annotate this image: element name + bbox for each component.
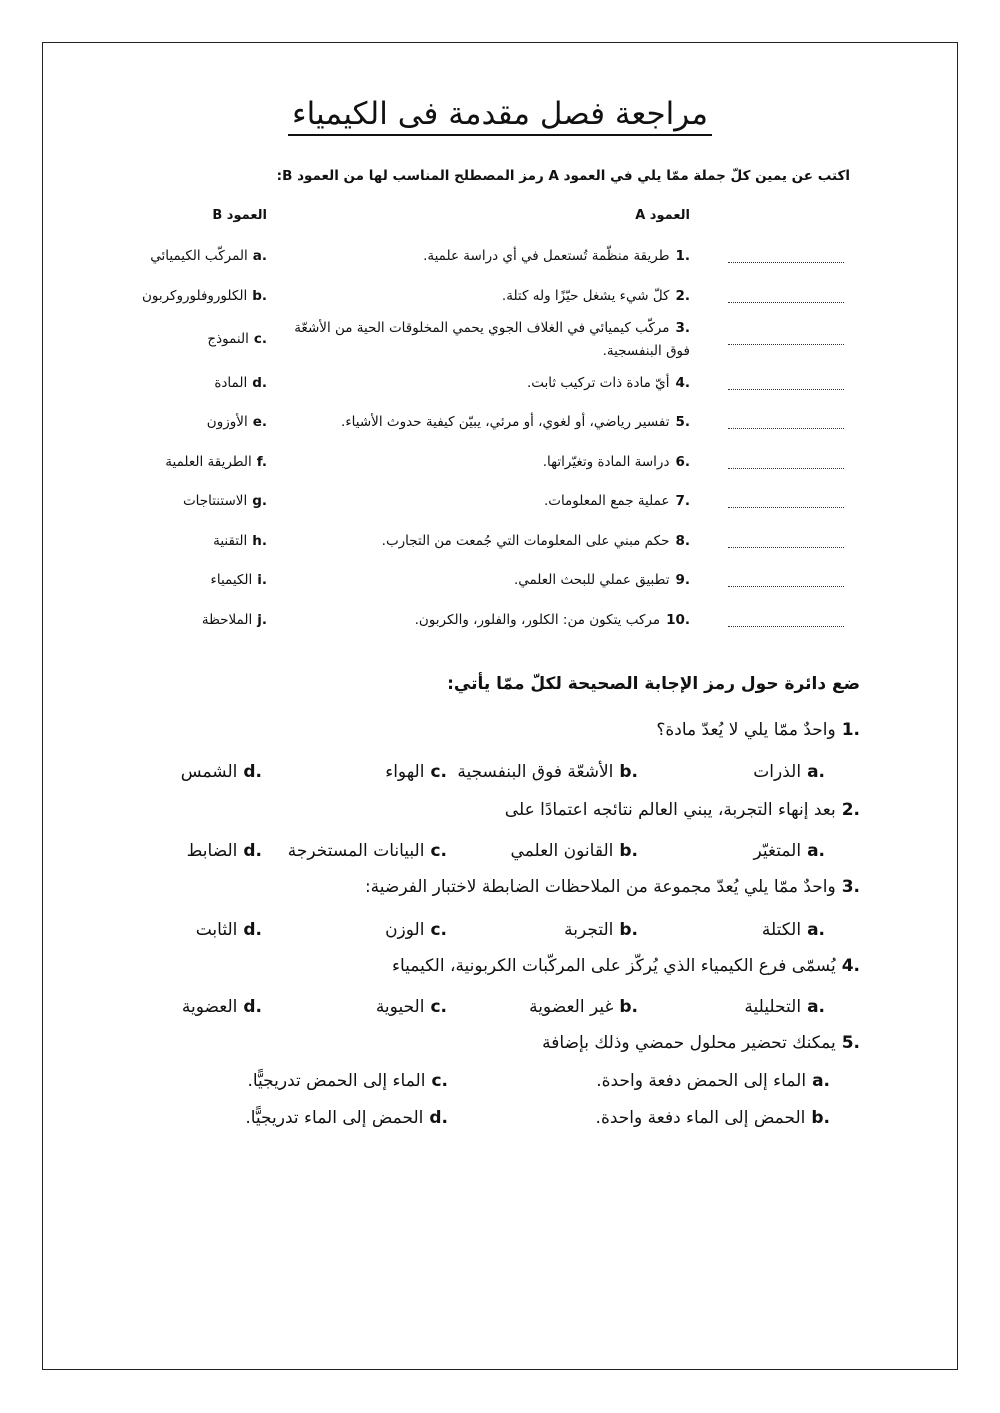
column-a-header: العمود A xyxy=(635,208,690,223)
answer-blank-4[interactable] xyxy=(728,389,844,390)
option-5d[interactable]: d.الحمض إلى الماء تدريجيًّا. xyxy=(245,1108,448,1128)
column-a-item: 3.مركّب كيميائي في الغلاف الجوي يحمي المخلوقات الحية من الأشعّة xyxy=(294,320,690,336)
option-2c[interactable]: c.البيانات المستخرجة xyxy=(287,841,447,861)
column-a-item: 6.دراسة المادة وتغيّراتها. xyxy=(542,454,690,470)
option-2a[interactable]: a.المتغيّر xyxy=(753,841,825,861)
column-b-item: f.الطريقة العلمية xyxy=(165,454,267,470)
column-b-item: b.الكلوروفلوروكربون xyxy=(141,288,267,304)
option-5c[interactable]: c.الماء إلى الحمض تدريجيًّا. xyxy=(247,1071,448,1091)
column-a-item: 8.حكم مبني على المعلومات التي جُمعت من التجارب. xyxy=(381,533,690,549)
option-4a[interactable]: a.التحليلية xyxy=(744,997,825,1017)
column-a-item: 5.تفسير رياضي، أو لغوي، أو مرئي، يبيّن كيفية حدوث الأشياء. xyxy=(341,414,690,430)
question-1: 1.واحدٌ ممّا يلي لا يُعدّ مادة؟ xyxy=(656,720,860,740)
answer-blank-1[interactable] xyxy=(728,262,844,263)
question-2: 2.بعد إنهاء التجربة، يبني العالم نتائجه اعتمادًا على xyxy=(504,800,860,820)
column-a-item: 4.أيّ مادة ذات تركيب ثابت. xyxy=(526,375,690,391)
answer-blank-10[interactable] xyxy=(728,626,844,627)
answer-blank-9[interactable] xyxy=(728,586,844,587)
page-title: مراجعة فصل مقدمة فى الكيمياء xyxy=(0,96,1000,132)
column-a-item: 1.طريقة منظّمة تُستعمل في أي دراسة علمية. xyxy=(423,248,690,264)
option-3d[interactable]: d.الثابت xyxy=(195,920,262,940)
matching-instruction: اكتب عن يمين كلّ جملة ممّا يلي في العمود A رمز المصطلح المناسب لها من العمود B: xyxy=(276,168,850,184)
option-2b[interactable]: b.القانون العلمي xyxy=(510,841,638,861)
answer-blank-2[interactable] xyxy=(728,302,844,303)
question-4: 4.يُسمّى فرع الكيمياء الذي يُركّز على المركّبات الكربونية، الكيمياء xyxy=(392,956,860,976)
column-a-item: 10.مركب يتكون من: الكلور، والفلور، والكربون. xyxy=(414,612,690,628)
column-b-item: e.الأوزون xyxy=(206,414,267,430)
column-a-item: 7.عملية جمع المعلومات. xyxy=(543,493,690,509)
column-b-item: i.الكيمياء xyxy=(210,572,267,588)
answer-blank-6[interactable] xyxy=(728,468,844,469)
multiple-choice-instruction: ضع دائرة حول رمز الإجابة الصحيحة لكلّ ممّا يأتي: xyxy=(447,674,860,694)
column-b-item: j.الملاحظة xyxy=(201,612,267,628)
column-a-item-continued: فوق البنفسجية. xyxy=(602,343,690,359)
option-3c[interactable]: c.الوزن xyxy=(385,920,447,940)
column-b-header: العمود B xyxy=(212,208,267,223)
answer-blank-3[interactable] xyxy=(728,344,844,345)
question-3: 3.واحدٌ ممّا يلي يُعدّ مجموعة من الملاحظات الضابطة لاختبار الفرضية: xyxy=(364,877,860,897)
option-3a[interactable]: a.الكتلة xyxy=(761,920,825,940)
option-2d[interactable]: d.الضابط xyxy=(186,841,262,861)
answer-blank-8[interactable] xyxy=(728,547,844,548)
column-b-item: g.الاستنتاجات xyxy=(182,493,267,509)
option-4c[interactable]: c.الحيوية xyxy=(375,997,447,1017)
column-b-item: a.المركّب الكيميائي xyxy=(150,248,267,264)
column-a-item: 2.كلّ شيء يشغل حيّزًا وله كتلة. xyxy=(501,288,690,304)
question-5: 5.يمكنك تحضير محلول حمضي وذلك بإضافة xyxy=(542,1033,860,1053)
option-1a[interactable]: a.الذرات xyxy=(753,762,825,782)
option-1c[interactable]: c.الهواء xyxy=(385,762,447,782)
option-4b[interactable]: b.غير العضوية xyxy=(529,997,638,1017)
option-3b[interactable]: b.التجربة xyxy=(564,920,638,940)
column-b-item: d.المادة xyxy=(214,375,267,391)
column-b-item: h.التقنية xyxy=(213,533,267,549)
column-b-item: c.النموذج xyxy=(207,331,267,347)
column-a-item: 9.تطبيق عملي للبحث العلمي. xyxy=(513,572,690,588)
option-1d[interactable]: d.الشمس xyxy=(180,762,262,782)
option-1b[interactable]: b.الأشعّة فوق البنفسجية xyxy=(457,762,638,782)
option-5b[interactable]: b.الحمض إلى الماء دفعة واحدة. xyxy=(595,1108,830,1128)
option-5a[interactable]: a.الماء إلى الحمض دفعة واحدة. xyxy=(596,1071,830,1091)
answer-blank-5[interactable] xyxy=(728,428,844,429)
answer-blank-7[interactable] xyxy=(728,507,844,508)
option-4d[interactable]: d.العضوية xyxy=(181,997,262,1017)
page-border xyxy=(42,42,958,1370)
